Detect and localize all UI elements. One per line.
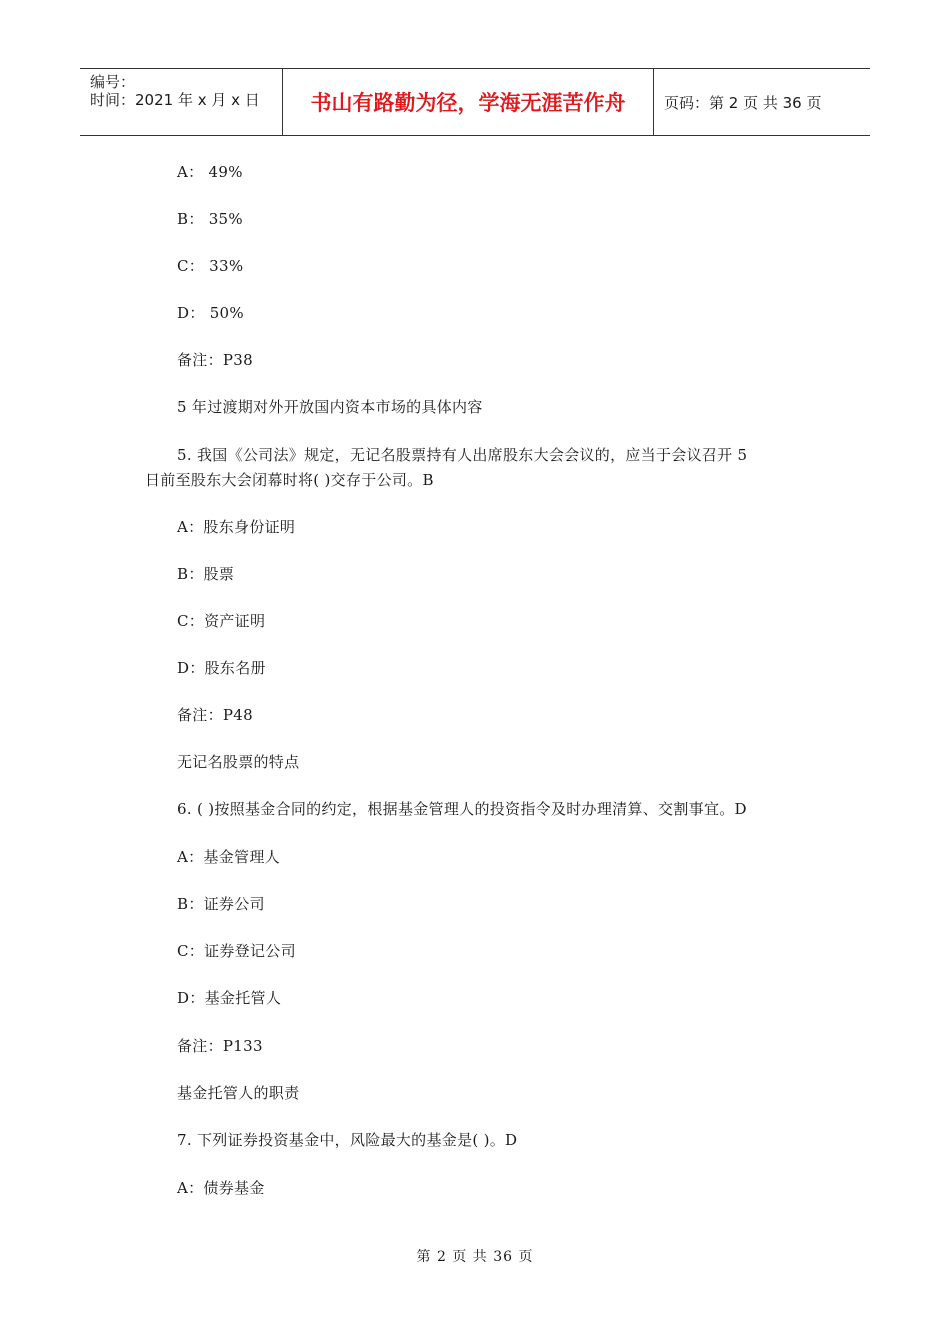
option-d-line: D： 50% [177,304,244,322]
option-c-line: C：证券登记公司 [177,942,296,960]
option-b-line: B：股票 [177,565,235,583]
option-a-line: A：债券基金 [177,1179,265,1197]
option-d-line: D：基金托管人 [177,989,282,1007]
option-c-line: C：资产证明 [177,612,266,630]
question-5-line-1: 5. 我国《公司法》规定，无记名股票持有人出席股东大会会议的，应当于会议召开 5 [177,446,748,464]
page-header [80,68,870,136]
question-5-line-2: 日前至股东大会闭幕时将( )交存于公司。B [145,471,434,489]
option-a-line: A：基金管理人 [177,848,280,866]
option-d-line: D：股东名册 [177,659,266,677]
header-meta [80,69,282,135]
question-6-line: 6. ( )按照基金合同的约定，根据基金管理人的投资指令及时办理清算、交割事宜。D [177,800,747,818]
time-label: 时间：2021 年 x 月 x 日 [90,91,260,109]
topic-line: 5 年过渡期对外开放国内资本市场的具体内容 [177,398,483,416]
note-line: 备注：P133 [177,1037,263,1055]
option-b-line: B：证券公司 [177,895,265,913]
serial-label: 编号： [90,73,136,91]
note-line: 备注：P48 [177,706,253,724]
topic-line: 无记名股票的特点 [177,753,300,771]
header-page-info: 页码：第 2 页 共 36 页 [664,93,822,112]
option-a-line: A：股东身份证明 [177,518,296,536]
topic-line: 基金托管人的职责 [177,1084,300,1102]
page-footer: 第 2 页 共 36 页 [416,1249,534,1265]
option-b-line: B： 35% [177,210,243,228]
option-a-line: A： 49% [177,163,243,181]
header-motto: 书山有路勤为径，学海无涯苦作舟 [282,69,654,135]
option-c-line: C： 33% [177,257,244,275]
note-line: 备注：P38 [177,351,253,369]
question-7-line: 7. 下列证券投资基金中，风险最大的基金是( )。D [177,1131,518,1149]
